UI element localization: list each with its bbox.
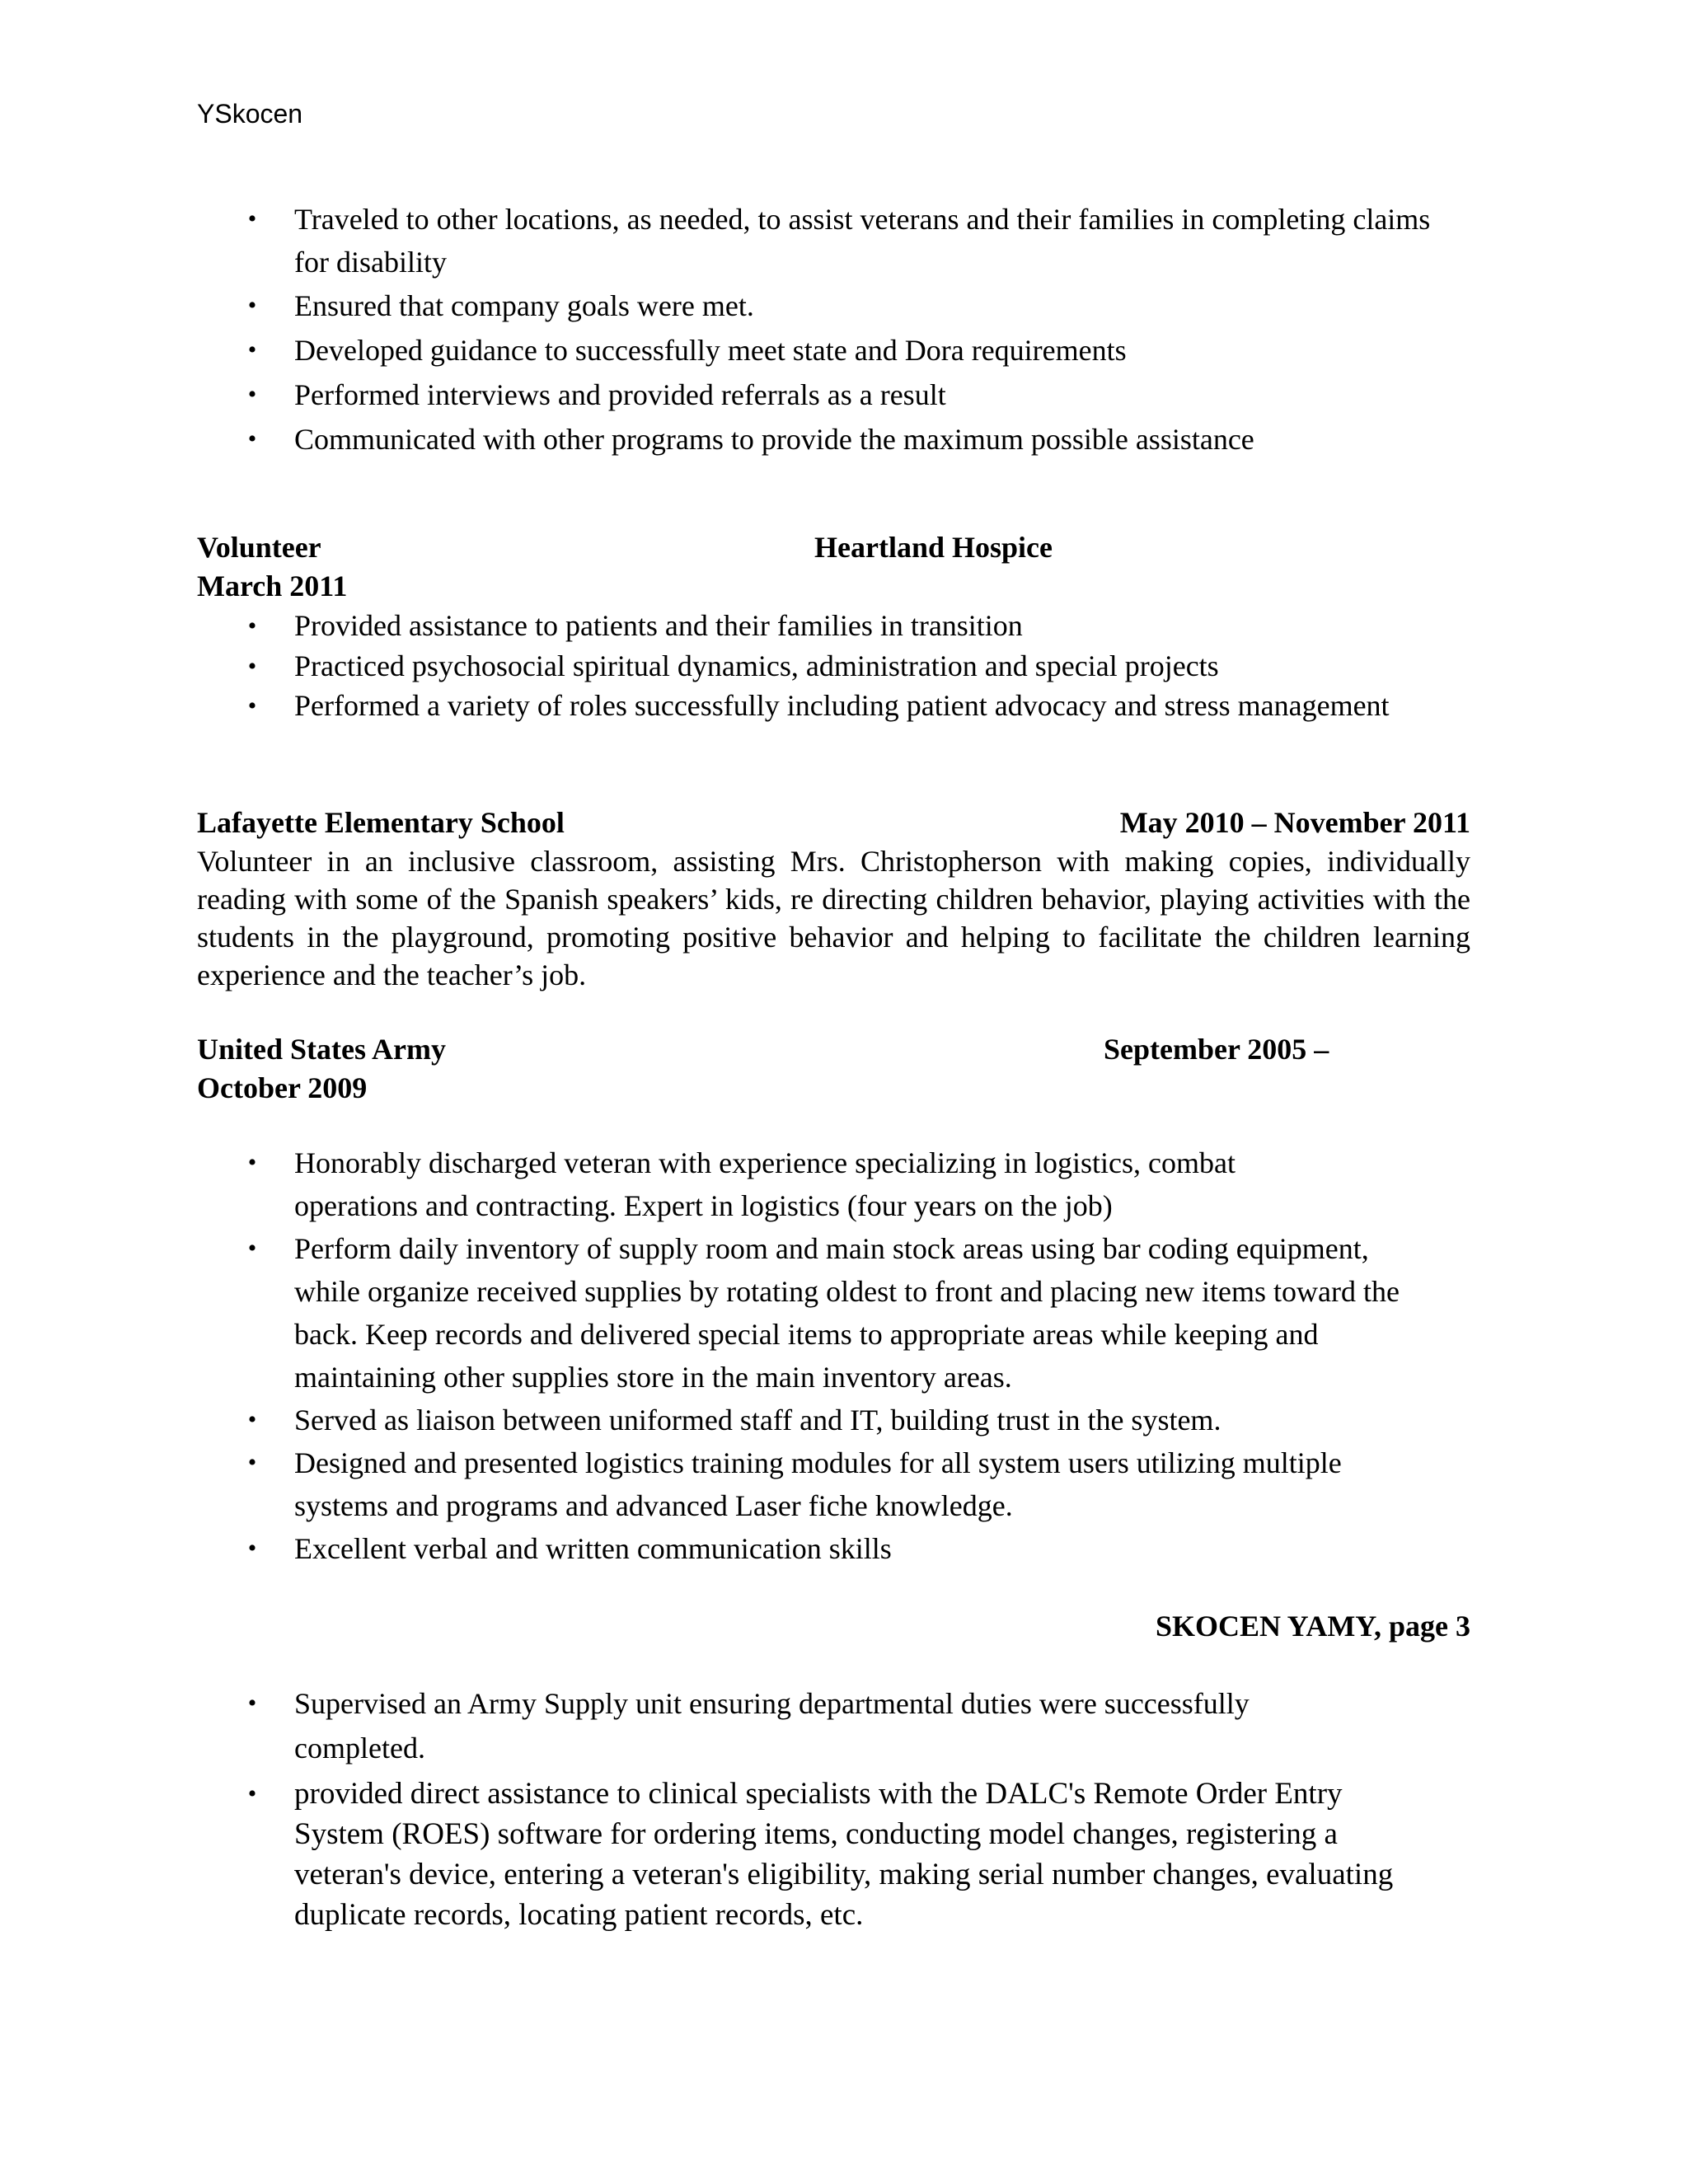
list-item <box>197 1399 1433 1441</box>
list-item <box>197 1774 1400 1935</box>
list-item <box>197 1227 1433 1399</box>
hospice-org: Heartland Hospice <box>814 531 1053 564</box>
bullet-icon: • <box>247 1690 257 1717</box>
header-name: YSkocen <box>197 99 303 129</box>
list-item <box>197 646 1470 687</box>
list-item <box>197 284 1458 328</box>
bullet-text: Supervised an Army Supply unit ensuring departmental duties were successfully completed. <box>294 1687 1250 1765</box>
bullet-icon: • <box>247 653 257 680</box>
bullet-icon: • <box>247 1449 257 1476</box>
bullet-text: Practiced psychosocial spiritual dynamics, administration and special projects <box>294 649 1219 682</box>
army-date-end: October 2009 <box>197 1071 368 1104</box>
bullet-text: Provided assistance to patients and their families in transition <box>294 609 1023 642</box>
lafayette-description: Volunteer in an inclusive classroom, assisting Mrs. Christopherson with making copies, individually reading with some of the Spanish speakers’ kids, re directing children behavior, playing activities with the students in the playground, promoting positive behavior and helping to facilitate the children learning experience and the teacher’s job. <box>197 845 1470 991</box>
bullet-text: Developed guidance to successfully meet state and Dora requirements <box>294 334 1127 367</box>
lafayette-section <box>197 804 1470 994</box>
page-marker: SKOCEN YAMY, page 3 <box>1155 1610 1470 1643</box>
bullet-text: Performed interviews and provided referrals as a result <box>294 378 946 411</box>
list-item <box>197 1441 1433 1527</box>
hospice-heading <box>197 528 1470 567</box>
bullet-icon: • <box>247 1406 257 1433</box>
lafayette-date: May 2010 – November 2011 <box>1119 806 1470 839</box>
list-item <box>197 1527 1433 1570</box>
hospice-section <box>197 528 1470 725</box>
list-item <box>197 1141 1433 1227</box>
bullet-text: Perform daily inventory of supply room and main stock areas using bar coding equipment, while organize received supplies by rotating oldest to front and placing new items toward the back. Keep records and delivered special items to appropriate areas while keeping and maintaining other supplies store in the main inventory areas. <box>294 1232 1400 1394</box>
bullet-text: Ensured that company goals were met. <box>294 289 754 322</box>
list-item <box>197 687 1470 725</box>
bullet-icon: • <box>247 292 257 319</box>
bullet-icon: • <box>247 205 257 232</box>
army-section <box>197 1030 1470 1108</box>
bullet-text: Performed a variety of roles successfully including patient advocacy and stress management <box>294 689 1390 722</box>
army-org: United States Army <box>197 1033 446 1066</box>
list-item <box>197 417 1458 462</box>
bullet-text: Excellent verbal and written communication skills <box>294 1532 892 1565</box>
top-bullet-section <box>197 198 1458 462</box>
bullet-text: Traveled to other locations, as needed, to assist veterans and their families in completing claims for disability <box>294 203 1431 279</box>
bullet-text: Honorably discharged veteran with experience specializing in logistics, combat operations and contracting. Expert in logistics (four years on the job) <box>294 1146 1236 1222</box>
lafayette-org: Lafayette Elementary School <box>197 806 565 839</box>
bullet-text: Communicated with other programs to provide the maximum possible assistance <box>294 423 1254 456</box>
final-bullet-section <box>197 1681 1400 1935</box>
bullet-text: provided direct assistance to clinical specialists with the DALC's Remote Order Entry System (ROES) software for ordering items, conducting model changes, registering a veteran's device, entering a veteran's eligibility, making serial number changes, evaluating duplicate records, locating patient records, etc. <box>294 1777 1394 1932</box>
bullet-icon: • <box>247 1535 257 1562</box>
bullet-icon: • <box>247 1780 257 1807</box>
list-item <box>197 198 1458 284</box>
lafayette-heading <box>197 804 1470 842</box>
bullet-icon: • <box>247 612 257 640</box>
army-bullet-section <box>197 1141 1433 1570</box>
bullet-icon: • <box>247 1149 257 1176</box>
list-item <box>197 373 1458 417</box>
list-item <box>197 1681 1400 1770</box>
army-heading <box>197 1030 1470 1069</box>
bullet-text: Served as liaison between uniformed staff and IT, building trust in the system. <box>294 1404 1221 1436</box>
bullet-icon: • <box>247 692 257 719</box>
list-item <box>197 606 1470 646</box>
bullet-text: Designed and presented logistics training modules for all system users utilizing multiple systems and programs and advanced Laser fiche knowledge. <box>294 1446 1342 1522</box>
list-item <box>197 328 1458 373</box>
hospice-date: March 2011 <box>197 569 348 602</box>
hospice-role: Volunteer <box>197 531 321 564</box>
bullet-icon: • <box>247 425 257 452</box>
bullet-icon: • <box>247 336 257 363</box>
bullet-icon: • <box>247 381 257 408</box>
army-date-start: September 2005 – <box>1104 1033 1329 1066</box>
bullet-icon: • <box>247 1235 257 1262</box>
